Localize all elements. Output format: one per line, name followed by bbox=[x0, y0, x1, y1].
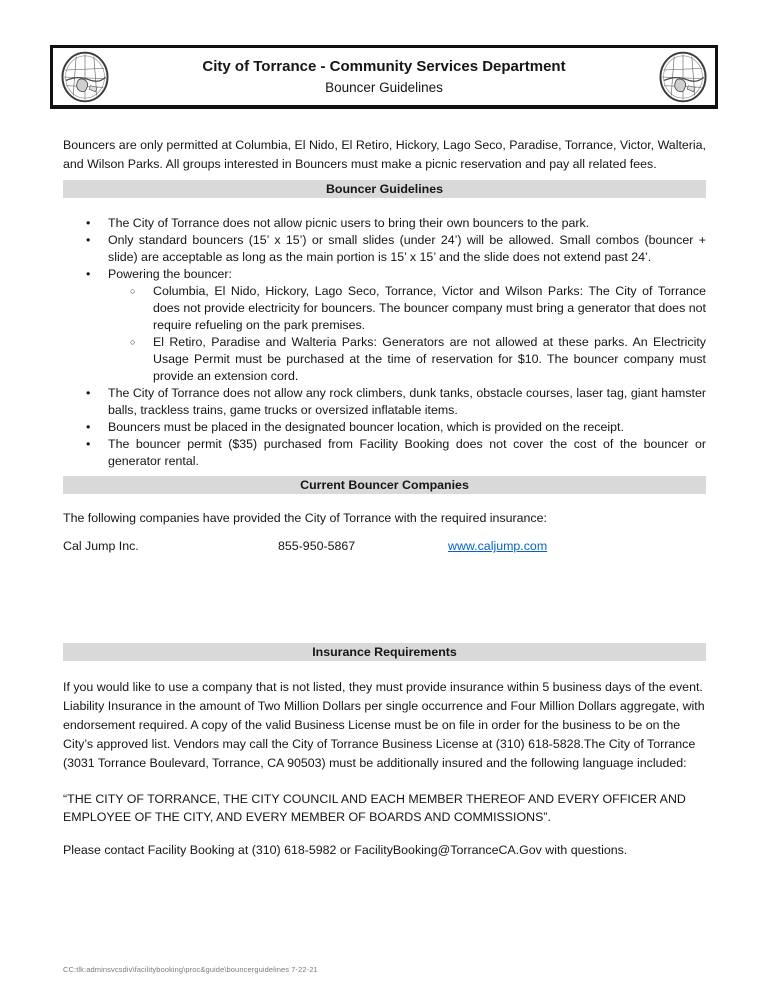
bullet-item bbox=[86, 419, 706, 436]
bullet-text: Bouncers must be placed in the designated bouncer location, which is provided on the receipt. bbox=[108, 420, 624, 434]
section-heading-bouncer-guidelines: Bouncer Guidelines bbox=[63, 180, 706, 198]
page-title: City of Torrance - Community Services Department bbox=[202, 57, 566, 75]
sub-bullet-marker: ○ bbox=[130, 337, 136, 347]
company-row bbox=[63, 538, 706, 555]
bullet-marker: • bbox=[86, 437, 91, 451]
section-heading-current-bouncer-companies: Current Bouncer Companies bbox=[63, 476, 706, 494]
company-phone: 855-950-5867 bbox=[278, 539, 356, 553]
page-subtitle: Bouncer Guidelines bbox=[325, 79, 443, 95]
sub-bullet-item bbox=[130, 283, 706, 334]
footer-file-path: CC:tlk:adminsvcsdiv\facilitybooking\proc&guide\bouncerguidelines 7-22-21 bbox=[63, 965, 318, 974]
bullet-text: The bouncer permit ($35) purchased from Facility Booking does not cover the cost of the bouncer or generator rental. bbox=[108, 437, 706, 468]
bullet-text: Powering the bouncer: bbox=[108, 267, 232, 281]
bullet-item bbox=[86, 385, 706, 419]
sub-bullet-marker: ○ bbox=[130, 286, 136, 296]
section-heading-insurance-requirements: Insurance Requirements bbox=[63, 643, 706, 661]
insurance-paragraph: If you would like to use a company that is not listed, they must provide insurance within 5 business days of the event. Liability Insurance in the amount of Two Million Dollars per single occurrence and Four Million Dollars aggregate, with endorsement required. A copy of the valid Business License must be on file in order for the business to be on the City’s approved list. Vendors may call the City of Torrance Business License at (310) 618-5828.The City of Torrance (3031 Torrance Boulevard, Torrance, CA 90503) must be additionally insured and the following language included: bbox=[63, 680, 705, 770]
companies-intro: The following companies have provided the City of Torrance with the required insurance: bbox=[63, 511, 547, 525]
sub-bullet-item bbox=[130, 334, 706, 385]
city-seal-right-icon bbox=[657, 51, 709, 103]
company-website-link[interactable]: www.caljump.com bbox=[448, 539, 548, 553]
insurance-quote: “THE CITY OF TORRANCE, THE CITY COUNCIL AND EACH MEMBER THEREOF AND EVERY OFFICER AND EMPLOYEE OF THE CITY, AND EVERY MEMBER OF BOARDS AND COMMISSIONS”. bbox=[63, 792, 686, 824]
city-seal-left-icon bbox=[59, 51, 111, 103]
intro-paragraph: Bouncers are only permitted at Columbia, El Nido, El Retiro, Hickory, Lago Seco, Paradise, Torrance, Victor, Walteria, and Wilson Parks. All groups interested in Bouncers must make a picnic reservation and pay all related fees. bbox=[63, 138, 706, 171]
sub-bullet-text: El Retiro, Paradise and Walteria Parks: Generators are not allowed at these parks. An Electricity Usage Permit must be purchased at the time of reservation for $10. The bouncer company must provide an extension cord. bbox=[153, 335, 706, 383]
guidelines-bullet-list bbox=[63, 215, 706, 470]
bullet-item bbox=[86, 436, 706, 470]
sub-bullet-text: Columbia, El Nido, Hickory, Lago Seco, Torrance, Victor and Wilson Parks: The City of Torrance does not provide electricity for bouncers. The bouncer company must bring a generator that does not require refueling on the park premises. bbox=[153, 284, 706, 332]
bullet-marker: • bbox=[86, 267, 91, 281]
bullet-marker: • bbox=[86, 386, 91, 400]
bullet-item bbox=[86, 215, 706, 232]
company-name: Cal Jump Inc. bbox=[63, 539, 139, 553]
bullet-text: Only standard bouncers (15’ x 15’) or small slides (under 24’) will be allowed. Small combos (bouncer + slide) are acceptable as long as the main portion is 15’ x 15’ and the slide does not extend past 24’. bbox=[108, 233, 706, 264]
contact-line: Please contact Facility Booking at (310) 618-5982 or FacilityBooking@TorranceCA.Gov with questions. bbox=[63, 843, 628, 857]
bullet-marker: • bbox=[86, 233, 91, 247]
bullet-text: The City of Torrance does not allow picnic users to bring their own bouncers to the park. bbox=[108, 216, 590, 230]
bullet-marker: • bbox=[86, 216, 91, 230]
bullet-marker: • bbox=[86, 420, 91, 434]
header-banner bbox=[50, 45, 718, 108]
bullet-item bbox=[86, 232, 706, 266]
bullet-item bbox=[86, 266, 706, 283]
bullet-text: The City of Torrance does not allow any rock climbers, dunk tanks, obstacle courses, laser tag, giant hamster balls, trackless trains, game trucks or oversized inflatable items. bbox=[108, 386, 706, 417]
header-titles bbox=[111, 57, 657, 97]
